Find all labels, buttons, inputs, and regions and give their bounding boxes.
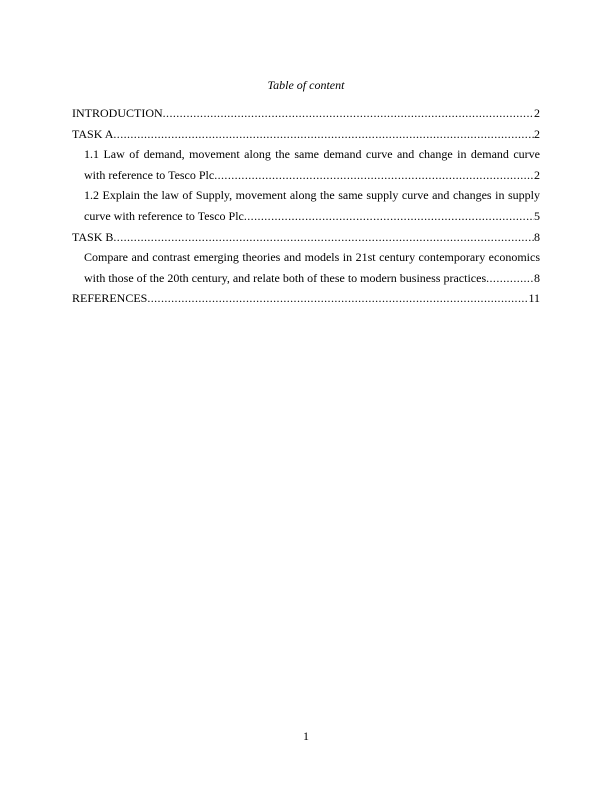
toc-entry-1-2-law-of-supply[interactable] xyxy=(72,185,540,226)
dot-leader xyxy=(214,165,534,186)
dot-leader xyxy=(147,288,528,309)
toc-entry-compare-and-contrast[interactable] xyxy=(72,247,540,288)
toc-entry-page: 8 xyxy=(534,229,540,244)
toc-entry-task-b[interactable] xyxy=(72,227,540,248)
toc-entry-page: 2 xyxy=(534,167,540,182)
toc-entry-page: 2 xyxy=(534,126,540,141)
dot-leader xyxy=(163,103,534,124)
toc-entry-1-1-law-of-demand[interactable] xyxy=(72,144,540,185)
page-number: 1 xyxy=(303,729,309,743)
toc-entry-label-line2: with reference to Tesco Plc xyxy=(84,167,215,182)
dot-leader xyxy=(486,268,534,289)
dot-leader xyxy=(113,227,534,248)
dot-leader xyxy=(113,124,534,145)
toc-entry-label-line2: with those of the 20th century, and relate both of these to modern business practices xyxy=(84,270,487,285)
toc-entry-page: 5 xyxy=(534,208,540,223)
toc-entry-page: 2 xyxy=(534,106,540,120)
toc-entry-label: TASK B xyxy=(72,229,114,244)
toc-entry-label-line2: curve with reference to Tesco Plc xyxy=(84,208,244,223)
toc-entry-page: 8 xyxy=(534,270,540,285)
toc-entry-page: 11 xyxy=(528,291,540,306)
toc-entry-references[interactable] xyxy=(72,288,540,309)
toc-entry-label-line1: 1.2 Explain the law of Supply, movement along the same supply curve and changes in supply xyxy=(84,188,540,203)
table-of-contents xyxy=(72,103,540,309)
toc-entry-label-line1: 1.1 Law of demand, movement along the same demand curve and change in demand curve xyxy=(84,147,540,162)
toc-title: Table of content xyxy=(267,78,345,92)
toc-entry-label: INTRODUCTION xyxy=(72,106,163,120)
toc-entry-introduction[interactable] xyxy=(72,103,540,124)
dot-leader xyxy=(244,206,534,227)
toc-entry-label: TASK A xyxy=(72,126,114,141)
toc-entry-label: REFERENCES xyxy=(72,291,148,306)
toc-entry-task-a[interactable] xyxy=(72,124,540,145)
toc-entry-label-line1: Compare and contrast emerging theories and models in 21st century contemporary economics xyxy=(84,250,540,265)
